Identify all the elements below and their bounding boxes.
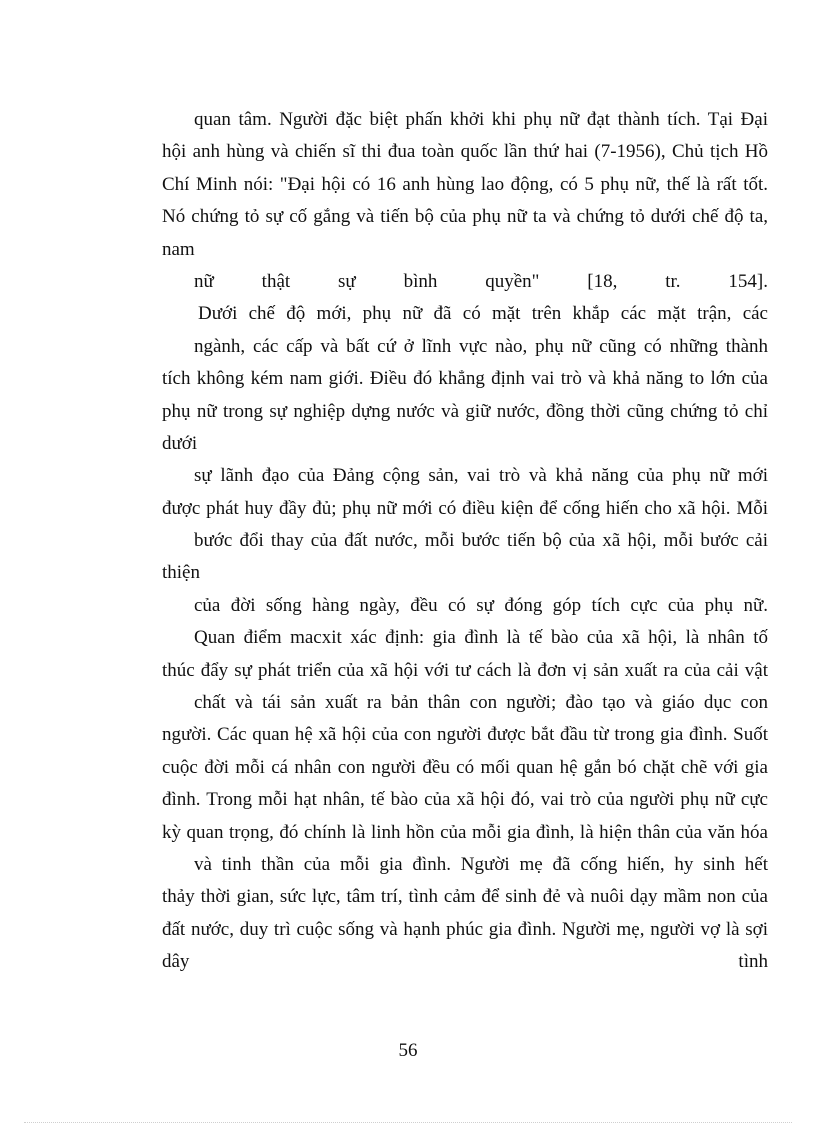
text-line: và tinh thần của mỗi gia đình. Người mẹ đã cống hiến, hy sinh hết	[194, 853, 768, 875]
text-line: được phát huy đầy đủ; phụ nữ mới có điều kiện để cống hiến cho xã hội. Mỗi	[162, 497, 768, 519]
text-line: của đời sống hàng ngày, đều có sự đóng góp tích cực của phụ nữ.	[194, 594, 768, 616]
text-line: thiện	[162, 562, 200, 584]
body-text	[162, 104, 768, 979]
text-line: Quan điểm macxit xác định: gia đình là tế bào của xã hội, là nhân tố	[194, 627, 768, 649]
text-line: thảy thời gian, sức lực, tâm trí, tình cảm để sinh đẻ và nuôi dạy mầm non của	[162, 886, 768, 908]
text-line: dây tình	[162, 951, 768, 973]
text-line: đất nước, duy trì cuộc sống và hạnh phúc gia đình. Người mẹ, người vợ là sợi	[162, 918, 768, 940]
text-line: ngành, các cấp và bất cứ ở lĩnh vực nào, phụ nữ cũng có những thành	[194, 335, 768, 357]
text-line: chất và tái sản xuất ra bản thân con người; đào tạo và giáo dục con	[194, 692, 768, 714]
text-line: tích không kém nam giới. Điều đó khẳng định vai trò và khả năng to lớn của	[162, 368, 768, 390]
text-line: đình. Trong mỗi hạt nhân, tế bào của xã hội đó, vai trò của người phụ nữ cực	[162, 789, 768, 811]
text-line: bước đổi thay của đất nước, mỗi bước tiến bộ của xã hội, mỗi bước cải	[194, 530, 768, 552]
text-line: phụ nữ trong sự nghiệp dựng nước và giữ nước, đồng thời cũng chứng tỏ chỉ	[162, 400, 768, 422]
text-line: quan tâm. Người đặc biệt phấn khởi khi phụ nữ đạt thành tích. Tại Đại	[194, 109, 768, 130]
text-line: nam	[162, 238, 195, 260]
text-line: Nó chứng tỏ sự cố gắng và tiến bộ của phụ nữ ta và chứng tỏ dưới chế độ ta,	[162, 206, 768, 228]
text-line: cuộc đời mỗi cá nhân con người đều có mối quan hệ gắn bó chặt chẽ với gia	[162, 756, 768, 778]
text-line: Chí Minh nói: "Đại hội có 16 anh hùng lao động, có 5 phụ nữ, thế là rất tốt.	[162, 173, 768, 195]
text-line: người. Các quan hệ xã hội của con người được bắt đầu từ trong gia đình. Suốt	[162, 724, 768, 746]
text-line: Dưới chế độ mới, phụ nữ đã có mặt trên khắp các mặt trận, các	[198, 303, 768, 325]
page-number: 56	[398, 1040, 418, 1061]
text-line: thúc đẩy sự phát triển của xã hội với tư cách là đơn vị sản xuất ra của cải vật	[162, 659, 768, 681]
text-line: hội anh hùng và chiến sĩ thi đua toàn quốc lần thứ hai (7-1956), Chủ tịch Hồ	[162, 141, 768, 163]
text-line: nữ thật sự bình quyền" [18, tr. 154].	[194, 270, 768, 292]
text-line: kỳ quan trọng, đó chính là linh hồn của mỗi gia đình, là hiện thân của văn hóa	[162, 821, 768, 843]
text-line: dưới	[162, 432, 198, 454]
text-line: sự lãnh đạo của Đảng cộng sản, vai trò và khả năng của phụ nữ mới	[194, 465, 768, 487]
